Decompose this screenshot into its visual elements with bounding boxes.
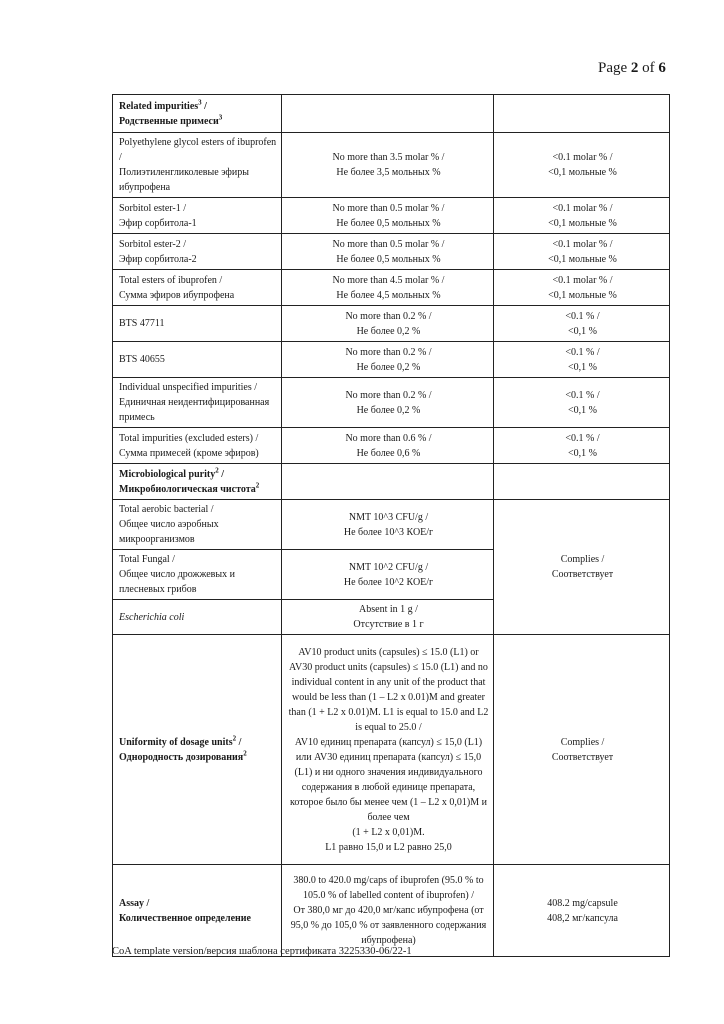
result-cell [494, 270, 670, 306]
parameter-line: Микробиологическая чистота$^2$ [119, 481, 260, 495]
result-line: Complies / [560, 736, 605, 748]
total-esters-row [113, 270, 670, 306]
result-cell [494, 342, 670, 378]
parameter-line: Sorbitol ester-1 / [119, 202, 187, 214]
parameter-line: Полиэтиленгликолевые эфиры ибупрофена [119, 167, 249, 193]
specification-line: No more than 3.5 molar % / [332, 152, 445, 163]
parameter-line: Родственные примеси$^3$ [119, 113, 223, 127]
specification-line: L1 равно 15,0 и L2 равно 25,0 [325, 841, 452, 853]
specification-cell [282, 500, 494, 550]
parameter-line: Общее число дрожжевых и плесневых грибов [119, 569, 235, 595]
parameter-line: Related impurities$^3$ / [119, 98, 207, 112]
specification-line: No more than 0.2 % / [345, 310, 432, 322]
microbiological-purity-header [113, 464, 670, 500]
result-line: <0,1 мольные % [548, 167, 617, 178]
specification-line: No more than 4.5 molar % / [332, 274, 445, 286]
parameter-line: Assay / [119, 897, 150, 909]
result-cell [494, 464, 670, 500]
specification-line: AV10 product units (capsules) ≤ 15.0 (L1) or AV30 product units (capsules) ≤ 15.0 (L1) and no individual content in any unit of the product that would be less than (1 – L2 x 0.01)M and greater than (1 + L2 x 0.01)M. L1 is equal to 15.0 and L2 is equal to 25.0 / [288, 646, 489, 733]
certificate-table [112, 94, 670, 957]
specification-cell [282, 865, 494, 957]
parameter-line: Единичная неидентифицированная примесь [119, 397, 270, 423]
specification-line: Не более 0,2 % [356, 404, 421, 416]
parameter-line: Total Fungal / [119, 554, 175, 565]
peg-esters-row [113, 133, 670, 198]
parameter-cell [113, 550, 282, 600]
result-cell [494, 133, 670, 198]
result-line: <0.1 molar % / [552, 152, 613, 163]
result-line: Соответствует [551, 751, 614, 763]
parameter-cell [113, 306, 282, 342]
result-line: <0,1 мольные % [548, 253, 617, 265]
parameter-line: Эфир сорбитола-2 [119, 253, 197, 265]
result-line: <0,1 мольные % [548, 217, 617, 229]
page-number: Page 2 of 6 [598, 60, 666, 76]
specification-line: NMT 10^2 CFU/g / [348, 561, 429, 573]
parameter-cell [113, 198, 282, 234]
parameter-cell [113, 270, 282, 306]
specification-line: Не более 0,2 % [356, 325, 421, 337]
specification-line: Не более 0,5 мольных % [336, 253, 441, 265]
specification-line: No more than 0.2 % / [345, 346, 432, 358]
specification-line: Не более 0,5 мольных % [336, 217, 441, 229]
parameter-line: Uniformity of dosage units$^2$ / [119, 734, 242, 748]
specification-line: Не более 10^2 КОЕ/г [343, 576, 434, 588]
specification-line: Отсутствие в 1 г [353, 619, 424, 630]
parameter-line: Сумма примесей (кроме эфиров) [119, 447, 259, 459]
result-line: <0,1 % [568, 361, 597, 373]
parameter-line: Однородность дозирования$^2$ [119, 749, 247, 763]
specification-line: Не более 0,6 % [356, 447, 421, 459]
result-line: Complies / [560, 554, 605, 565]
result-cell [494, 234, 670, 270]
parameter-cell [113, 428, 282, 464]
parameter-line: Сумма эфиров ибупрофена [119, 289, 235, 301]
specification-line: Не более 3,5 мольных % [336, 167, 441, 178]
specification-cell [282, 428, 494, 464]
total-impurities-row [113, 428, 670, 464]
related-impurities-header [113, 95, 670, 133]
specification-cell [282, 95, 494, 133]
result-line: <0,1 мольные % [548, 289, 617, 301]
specification-line: AV10 единиц препарата (капсул) ≤ 15,0 (L1) или AV30 единиц препарата (капсул) ≤ 15,0 (L1) и ни одного значения индивидуального содержания в любой единице препарата, которое было бы менее чем (1 – L2 x 0,01)M и более чем [290, 736, 487, 823]
parameter-line: Escherichia coli [119, 611, 185, 623]
total-aerobic-row [113, 500, 670, 550]
specification-line: 380.0 to 420.0 mg/caps of ibuprofen (95.0 % to 105.0 % of labelled content of ibuprofen) / [293, 875, 484, 901]
parameter-line: Общее число аэробных микроорганизмов [119, 519, 219, 545]
parameter-line: BTS 40655 [119, 354, 165, 365]
parameter-line: Microbiological purity$^2$ / [119, 466, 224, 480]
result-line: <0.1 % / [565, 310, 600, 322]
parameter-line: Количественное определение [119, 912, 251, 924]
specification-line: No more than 0.5 molar % / [332, 238, 445, 250]
specification-line: Не более 0,2 % [356, 361, 421, 373]
result-cell [494, 95, 670, 133]
result-line: Соответствует [551, 569, 614, 580]
parameter-line: Polyethylene glycol esters of ibuprofen / [119, 137, 277, 163]
result-line: <0.1 molar % / [552, 274, 613, 286]
sorbitol-ester-2-row [113, 234, 670, 270]
bts-47711-row [113, 306, 670, 342]
parameter-cell [113, 378, 282, 428]
result-line: <0.1 % / [565, 346, 600, 358]
specification-cell [282, 378, 494, 428]
result-line: <0.1 % / [565, 389, 600, 401]
parameter-line: Individual unspecified impurities / [119, 382, 258, 393]
specification-line: No more than 0.2 % / [345, 389, 432, 401]
sorbitol-ester-1-row [113, 198, 670, 234]
specification-cell [282, 635, 494, 865]
specification-cell [282, 234, 494, 270]
result-cell [494, 198, 670, 234]
footnote-marker: 3 [198, 98, 202, 107]
parameter-cell [113, 95, 282, 133]
result-cell [494, 306, 670, 342]
result-line: 408.2 mg/capsule [547, 897, 618, 909]
template-version-footer: CoA template version/версия шаблона сертификата 3225330-06/22-1 [112, 946, 412, 957]
parameter-line: Total aerobic bacterial / [119, 504, 214, 515]
specification-line: От 380,0 мг до 420,0 мг/капс ибупрофена (от 95,0 % до 105,0 % от заявленного содержания ибупрофена) [290, 905, 487, 946]
specification-cell [282, 550, 494, 600]
result-line: <0.1 molar % / [552, 202, 613, 214]
parameter-line: BTS 47711 [119, 318, 165, 329]
result-cell [494, 428, 670, 464]
assay-row [113, 865, 670, 957]
parameter-cell [113, 635, 282, 865]
microbiological-result-cell [494, 500, 670, 635]
parameter-cell [113, 133, 282, 198]
result-line: <0,1 % [568, 447, 597, 459]
specification-line: (1 + L2 x 0,01)M. [352, 826, 425, 838]
parameter-line: Total esters of ibuprofen / [119, 274, 223, 286]
result-line: 408,2 мг/капсула [547, 912, 618, 924]
parameter-cell [113, 464, 282, 500]
bts-40655-row [113, 342, 670, 378]
specification-line: Не более 10^3 КОЕ/г [343, 526, 434, 538]
footnote-marker: 2 [243, 749, 247, 758]
specification-line: Absent in 1 g / [359, 604, 418, 615]
parameter-cell [113, 600, 282, 635]
specification-cell [282, 464, 494, 500]
specification-line: Не более 4,5 мольных % [336, 289, 441, 301]
specification-line: NMT 10^3 CFU/g / [348, 511, 429, 523]
parameter-cell [113, 865, 282, 957]
specification-line: No more than 0.6 % / [345, 432, 432, 444]
result-line: <0,1 % [568, 325, 597, 337]
footnote-marker: 2 [232, 734, 237, 743]
result-line: <0,1 % [568, 404, 597, 416]
result-line: <0.1 % / [565, 432, 600, 444]
parameter-cell [113, 234, 282, 270]
parameter-cell [113, 500, 282, 550]
result-cell [494, 865, 670, 957]
parameter-line: Total impurities (excluded esters) / [119, 432, 259, 444]
result-cell [494, 635, 670, 865]
specification-cell [282, 270, 494, 306]
parameter-line: Эфир сорбитола-1 [119, 217, 197, 229]
specification-cell [282, 342, 494, 378]
uniformity-row [113, 635, 670, 865]
footnote-marker: 2 [215, 466, 219, 475]
result-line: <0.1 molar % / [552, 238, 613, 250]
footnote-marker: 3 [218, 113, 223, 122]
specification-cell [282, 133, 494, 198]
footnote-marker: 2 [255, 481, 260, 490]
parameter-line: Sorbitol ester-2 / [119, 238, 187, 250]
specification-line: No more than 0.5 molar % / [332, 202, 445, 214]
parameter-cell [113, 342, 282, 378]
specification-cell [282, 198, 494, 234]
result-cell [494, 378, 670, 428]
specification-cell [282, 600, 494, 635]
individual-unspecified-row [113, 378, 670, 428]
specification-cell [282, 306, 494, 342]
